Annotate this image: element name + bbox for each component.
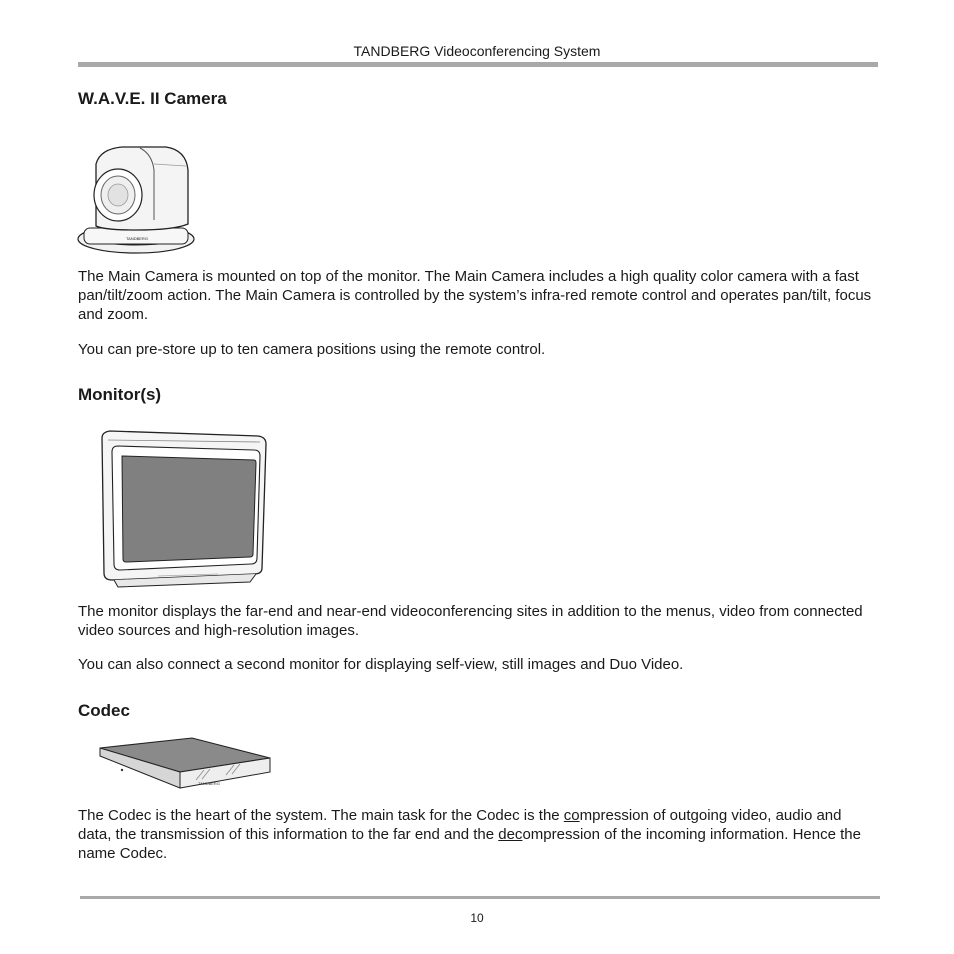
codec-brand-label: TANDBERG [198,781,220,786]
codec-text-mid: mpression of outgoing video, audio and data, the transmission of this information to the far end and the [78,807,842,843]
camera-heading: W.A.V.E. II Camera [78,89,227,108]
codec-text-start: The Codec is the heart of the system. The main task for the Codec is the [78,807,564,824]
codec-text-end: ompression of the incoming information. Hence the name Codec. [78,826,861,862]
page-number: 10 [470,911,484,925]
camera-description: The Main Camera is mounted on top of the monitor. The Main Camera includes a high quality color camera with a fast pan/tilt/zoom action. The Main Camera is controlled by the system’s infra-red remote control and operates pan/tilt, focus and zoom. [78,268,872,323]
codec-description [78,806,878,863]
codec-dec-underline: dec [498,826,523,843]
footer-rule [80,896,880,899]
running-header: TANDBERG Videoconferencing System [353,43,601,59]
camera-presets-note: You can pre-store up to ten camera positions using the remote control. [78,341,546,358]
second-monitor-note: You can also connect a second monitor for displaying self-view, still images and Duo Video. [78,656,684,673]
monitor-illustration [98,430,270,590]
codec-heading: Codec [78,701,130,720]
codec-co-underline: co [563,807,580,824]
codec-illustration [96,736,274,792]
header-rule [78,62,878,67]
camera-brand-label: TANDBERG [126,236,148,241]
camera-illustration [74,144,200,258]
monitor-description: The monitor displays the far-end and near-end videoconferencing sites in addition to the menus, video from connected video sources and high-resolution images. [78,603,863,639]
monitor-heading: Monitor(s) [78,385,162,404]
